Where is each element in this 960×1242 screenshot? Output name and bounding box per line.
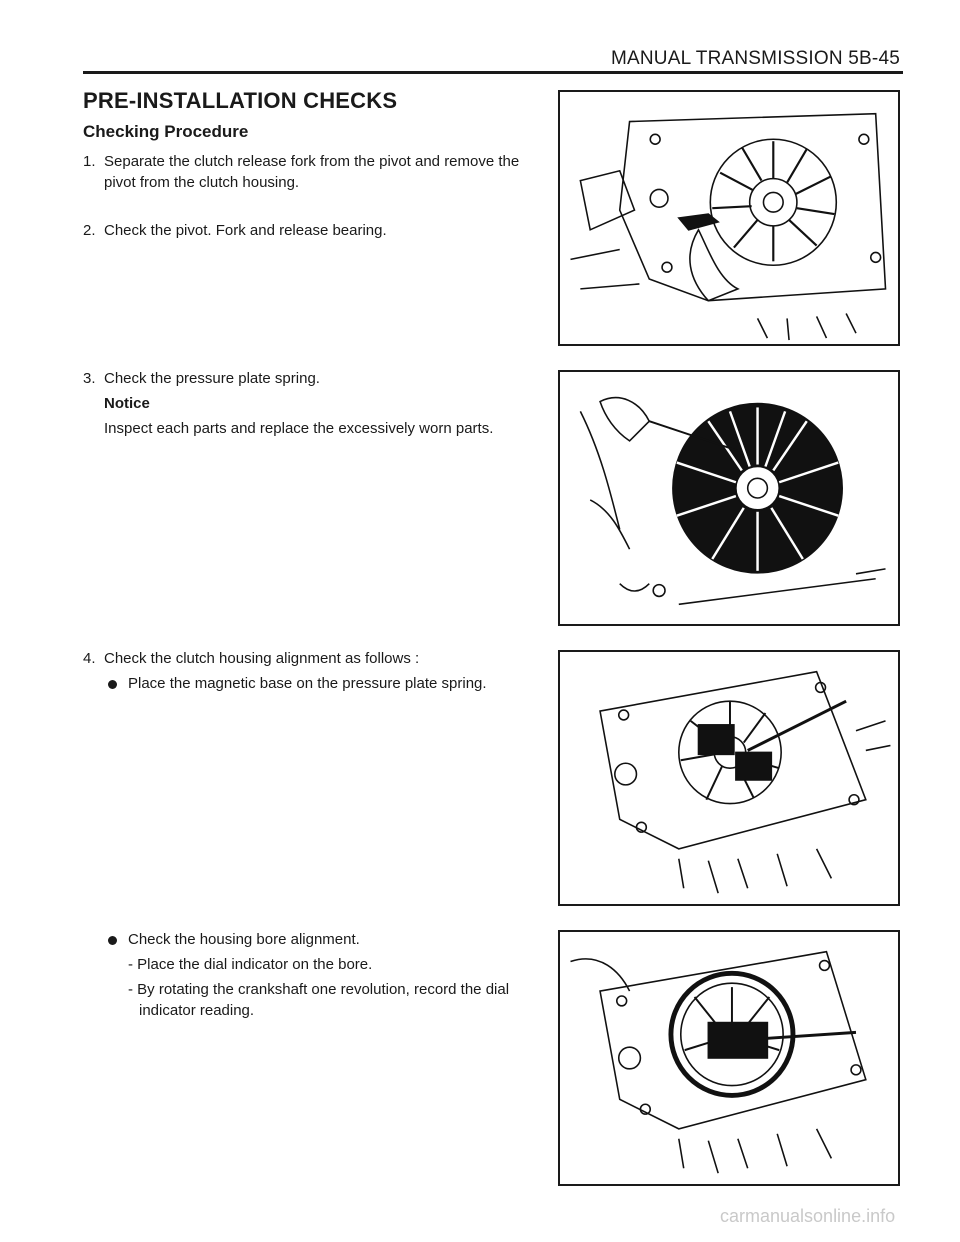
step-number: 1. — [83, 153, 96, 170]
bullet-item: Check the housing bore alignment. — [128, 931, 360, 948]
sub-item: - Place the dial indicator on the bore. — [128, 956, 373, 973]
step-number: 4. — [83, 650, 96, 667]
figure-dial-indicator — [558, 930, 900, 1186]
step-3 — [83, 368, 528, 389]
step-number: 3. — [83, 370, 96, 387]
figure-magnetic-base — [558, 650, 900, 906]
bullet-icon — [108, 936, 117, 945]
notice-label: Notice — [104, 395, 150, 412]
step-text: Check the clutch housing alignment as follows : — [104, 650, 420, 667]
header-rule — [83, 71, 903, 74]
subtitle: Checking Procedure — [83, 122, 249, 141]
section-title: PRE-INSTALLATION CHECKS — [83, 88, 398, 113]
bullet-icon — [108, 680, 117, 689]
sub-item: - By rotating the crankshaft one revolution, record the dial indicator reading. — [128, 981, 510, 1019]
figure-remove-pivot — [558, 90, 900, 346]
notice-text: Inspect each parts and replace the excessively worn parts. — [104, 420, 494, 437]
step-text: Separate the clutch release fork from the pivot and remove the pivot from the clutch housing. — [104, 153, 520, 191]
figure-pressure-plate-spring — [558, 370, 900, 626]
page-header: MANUAL TRANSMISSION 5B-45 — [610, 48, 900, 69]
step-4 — [83, 648, 528, 669]
step-text: Check the pivot. Fork and release bearing. — [104, 222, 387, 239]
step-text: Check the pressure plate spring. — [104, 370, 320, 387]
bullet-item: Place the magnetic base on the pressure plate spring. — [128, 675, 487, 692]
step-2 — [83, 220, 528, 241]
step-1 — [83, 151, 528, 193]
watermark: carmanualsonline.info — [720, 1206, 896, 1226]
step-number: 2. — [83, 222, 96, 239]
